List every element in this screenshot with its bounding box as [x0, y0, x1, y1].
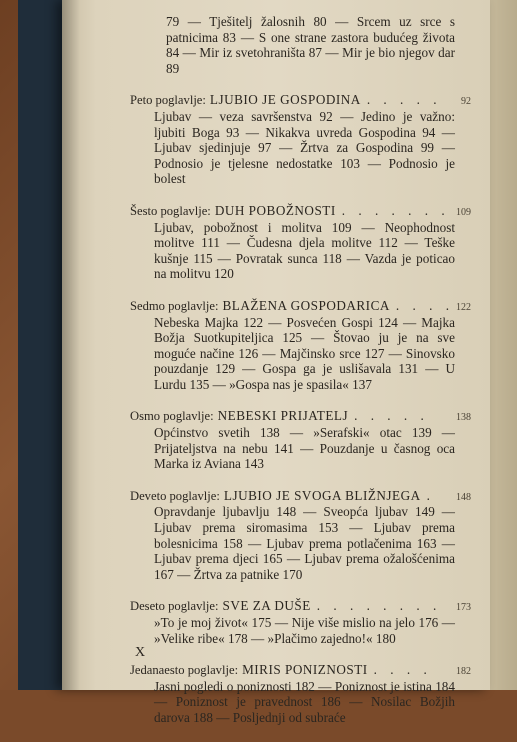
chapter-10	[130, 598, 471, 646]
leader-dots: . . . . . . .	[341, 202, 450, 218]
leader-dots: . . . . . . . .	[316, 598, 442, 614]
chapter-heading	[130, 598, 455, 615]
chapter-9	[130, 487, 471, 583]
chapter-label: Jedanaesto poglavlje:	[130, 663, 239, 678]
page-number: 122	[456, 301, 471, 313]
page-number: 173	[456, 602, 471, 614]
chapter-label: Šesto poglavlje:	[130, 203, 211, 218]
chapter-label: Deveto poglavlje:	[130, 488, 220, 503]
chapter-entries: Jasni pogledi o poniznosti 182 — Poniznost je istina 184 — Poniznost je pravednost 186 — Nosilac Božjih darova 188 — Posljednji od subraće	[154, 678, 455, 725]
page-number: 182	[456, 666, 471, 678]
chapter-entries: Ljubav, pobožnost i molitva 109 — Neophodnost molitve 111 — Čudesna djela molitve 112 — Teške kušnje 115 — Povratak sunca 118 — Vazda je poticao na molitvu 120	[154, 219, 455, 282]
chapter-entries: Ljubav — veza savršenstva 92 — Jedino je važno: ljubiti Boga 93 — Nikakva uvreda Gospodina 94 — Ljubav sjedinjuje 97 — Žrtva za Gospodina 99 — Podnosio je tjelesne nedostatke 103 — Podnosio je bolest	[154, 108, 455, 187]
chapter-title: LJUBIO JE SVOGA BLIŽNJEGA	[223, 487, 421, 503]
chapter-title: SVE ZA DUŠE	[222, 598, 311, 614]
page-number: 148	[456, 491, 471, 503]
chapter-label: Deseto poglavlje:	[130, 599, 219, 614]
chapter-heading	[130, 92, 455, 109]
chapter-label: Sedmo poglavlje:	[130, 298, 219, 313]
chapter-title: LJUBIO JE GOSPODINA	[209, 92, 361, 108]
table-of-contents	[130, 14, 471, 742]
page-number: 138	[456, 412, 471, 424]
chapter-title: DUH POBOŽNOSTI	[214, 202, 336, 218]
chapter-label: Osmo poglavlje:	[130, 409, 214, 424]
chapter-entries: Općinstvo svetih 138 — »Serafski« otac 139 — Prijateljstva na nebu 141 — Pouzdanje u časnog oca Marka iz Aviana 143	[154, 425, 455, 472]
chapter-title: NEBESKI PRIJATELJ	[217, 408, 349, 424]
leader-dots: . . . .	[373, 662, 432, 678]
chapter-heading	[130, 298, 455, 315]
chapter-11	[130, 662, 471, 725]
chapter-heading	[130, 408, 455, 425]
page-numeral: X	[135, 645, 146, 660]
chapter-heading	[130, 488, 455, 505]
chapter-6	[130, 202, 471, 282]
intro-block	[130, 14, 455, 76]
chapter-label: Peto poglavlje:	[130, 93, 206, 108]
page-gutter-shadow	[62, 0, 80, 690]
leader-dots: . . . .	[395, 297, 454, 313]
leader-dots: . . . . .	[366, 92, 442, 108]
chapter-8	[130, 408, 471, 472]
chapter-entries: Nebeska Majka 122 — Posvećen Gospi 124 — Majka Božja Suotkupiteljica 125 — Štovao ju je na sve moguće načine 126 — Majčinsko srce 127 — Sinovsko pouzdanje 129 — Gospa ga je uslišavala 131 — U Lurdu 135 — »Gospa nas je spasila« 137	[154, 314, 455, 392]
chapter-7	[130, 297, 471, 393]
chapter-title: MIRIS PONIZNOSTI	[242, 662, 368, 678]
chapter-entries: Opravdanje ljubavlju 148 — Sveopća ljubav 149 — Ljubav prema siromasima 153 — Ljubav prema bolesnicima 158 — Ljubav prema potlačenima 163 — Ljubav prema djeci 165 — Ljubav prema ožalošćenima 167 — Žrtva za patnike 170	[154, 504, 455, 582]
chapter-title: BLAŽENA GOSPODARICA	[222, 297, 390, 313]
chapter-5	[130, 92, 471, 187]
leader-dots: . . . . .	[354, 408, 429, 424]
chapter-heading	[130, 203, 455, 220]
page-number: 109	[456, 206, 471, 218]
intro-entries: 79 — Tješitelj žalosnih 80 — Srcem uz srce s patnicima 83 — S one strane zastora budućeg života 84 — Mir iz svetohraništa 87 — Mir je bio njegov dar 89	[166, 14, 455, 76]
page-number: 92	[461, 96, 471, 108]
chapter-entries: »To je moj život« 175 — Nije više mislio na jelo 176 — »Velike ribe« 178 — »Plačimo zajedno!« 180	[154, 615, 455, 646]
chapter-heading	[130, 662, 455, 679]
leader-dots: .	[426, 487, 435, 503]
